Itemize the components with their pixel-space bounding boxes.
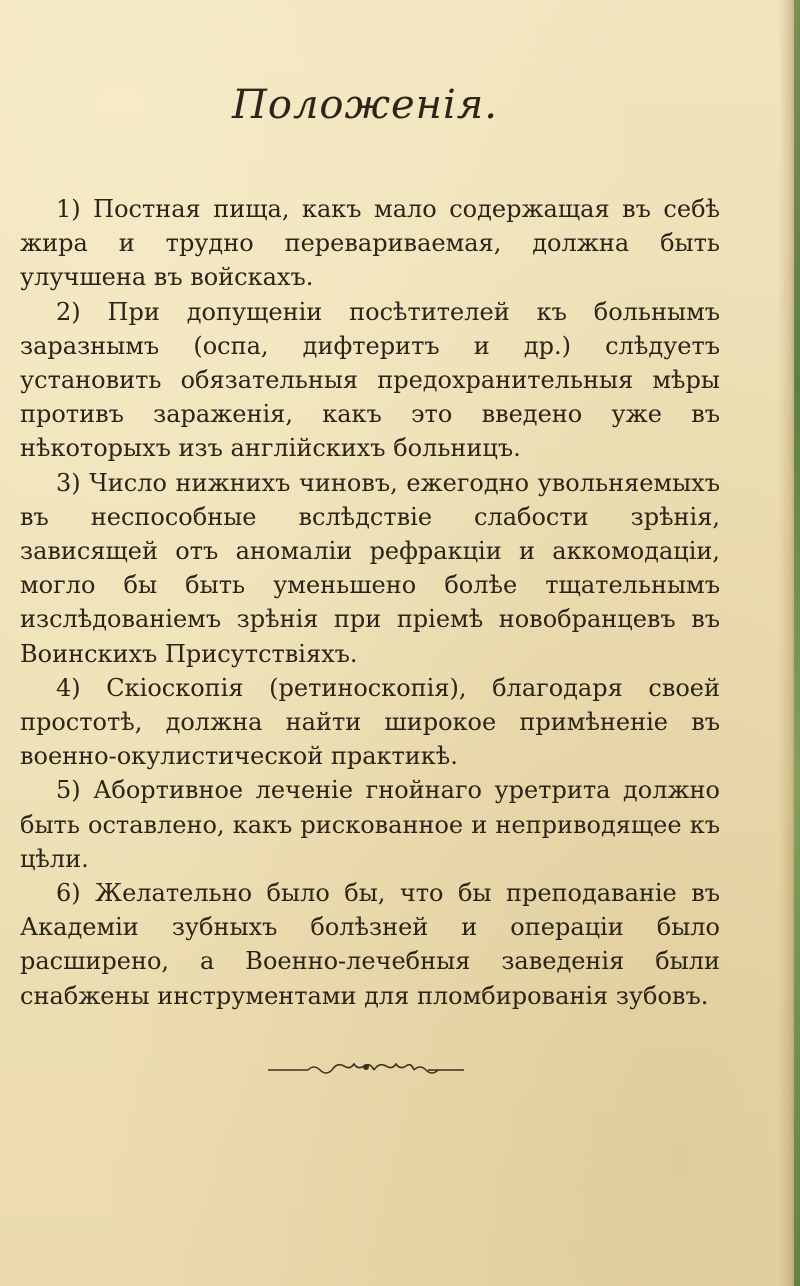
paragraph-number: 2) <box>56 297 81 326</box>
paragraph-text: Желательно было бы, что бы преподаваніе въ Академіи зубныхъ болѣзней и операціи было расширено, а Военно-лечебныя заведенія были снабжены инструментами для пломбированія зубовъ. <box>20 879 720 1010</box>
paragraph-text: При допущеніи посѣтителей къ больнымъ заразнымъ (оспа, дифтеритъ и др.) слѣдуетъ установить обязательныя предохранительныя мѣры противъ зараженія, какъ это введено уже въ нѣкоторыхъ изъ англійскихъ больницъ. <box>20 297 721 463</box>
paragraph-2 <box>20 295 720 466</box>
paragraph-4 <box>20 671 720 774</box>
paragraph-text: Постная пища, какъ мало содержащая въ себѣ жира и трудно перевариваемая, должна быть улучшена въ войскахъ. <box>20 195 720 292</box>
paragraph-number: 5) <box>56 776 81 805</box>
decorative-rule-icon <box>268 1058 464 1078</box>
paragraph-text: Скіоскопія (ретиноскопія), благодаря своей простотѣ, должна найти широкое примѣненіе въ военно-окулистической практикѣ. <box>20 673 720 771</box>
paragraph-number: 3) <box>56 468 81 497</box>
paragraph-1 <box>20 192 720 295</box>
paragraph-3 <box>20 466 720 671</box>
paragraph-text: Абортивное леченіе гнойнаго уретрита должно быть оставлено, какъ рискованное и неприводящее къ цѣли. <box>20 776 720 873</box>
paragraph-number: 1) <box>56 195 81 223</box>
paragraph-text: Число нижнихъ чиновъ, ежегодно увольняемыхъ въ неспособные вслѣдствіе слабости зрѣнія, зависящей отъ аномаліи рефракціи и аккомодаціи, могло бы быть уменьшено болѣе тщательнымъ изслѣдованіемъ зрѣнія при пріемѣ новобранцевъ въ Воинскихъ Присутствіяхъ. <box>20 468 720 668</box>
paragraph-number: 6) <box>56 879 81 908</box>
page-title: Положенія. <box>232 82 498 128</box>
paragraph-6 <box>20 876 720 1013</box>
paragraph-5 <box>20 773 720 876</box>
paragraph-number: 4) <box>56 673 81 702</box>
page-edge-binding <box>794 0 800 1286</box>
body-text <box>20 192 720 1013</box>
